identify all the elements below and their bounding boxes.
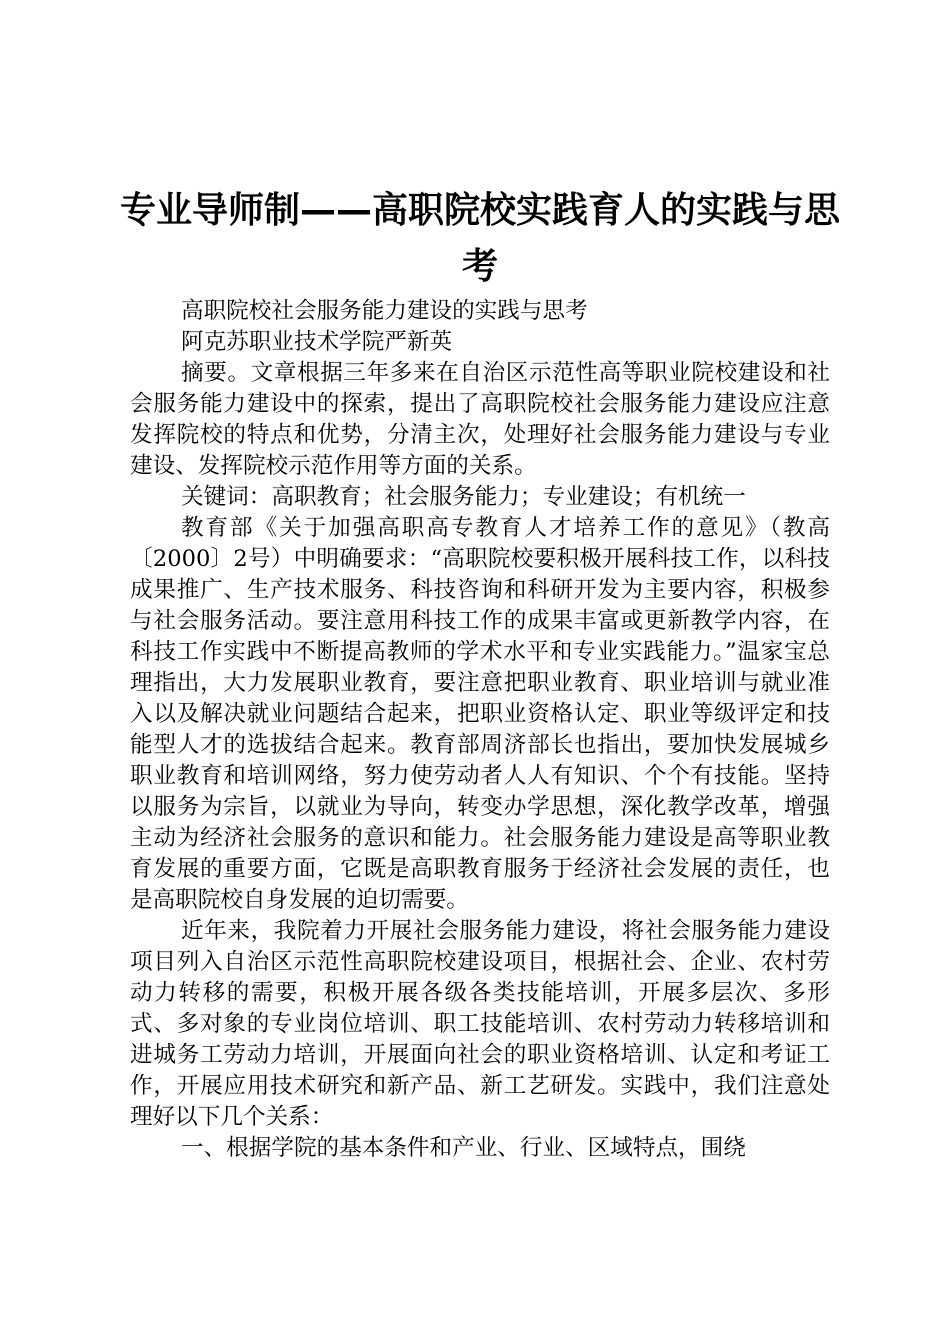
section-heading-paragraph: 一、根据学院的基本条件和产业、行业、区域特点，围绕 [181,1135,746,1161]
document-body [130,296,830,1164]
author-line: 阿克苏职业技术学院严新英 [181,329,453,355]
body-paragraph: 教育部《关于加强高职高专教育人才培养工作的意见》（教高〔2000〕2号）中明确要求：“高职院校要积极开展科技工作，以科技成果推广、生产技术服务、科技咨询和科研开发为主要内容，积极参与社会服务活动。要注意用科技工作的成果丰富或更新教学内容，在科技工作实践中不断提高教师的学术水平和专业实践能力。”温家宝总理指出，大力发展职业教育，要注意把职业教育、职业培训与就业准入以及解决就业问题结合起来，把职业资格认定、职业等级评定和技能型人才的选拔结合起来。教育部周济部长也指出，要加快发展城乡职业教育和培训网络，努力使劳动者人人有知识、个个有技能。坚持以服务为宗旨，以就业为导向，转变办学思想，深化教学改革，增强主动为经济社会服务的意识和能力。社会服务能力建设是高等职业教育发展的重要方面，它既是高职教育服务于经济社会发展的责任，也是高职院校自身发展的迫切需要。 [130,515,830,913]
keywords-paragraph: 关键词：高职教育；社会服务能力；专业建设；有机统一 [181,484,746,510]
subtitle-paragraph: 高职院校社会服务能力建设的实践与思考 [181,298,588,324]
document-title: 专业导师制——高职院校实践育人的实践与思考 [120,190,841,287]
body-paragraph: 近年来，我院着力开展社会服务能力建设，将社会服务能力建设项目列入自治区示范性高职院校建设项目，根据社会、企业、农村劳动力转移的需要，积极开展各级各类技能培训，开展多层次、多形式、多对象的专业岗位培训、职工技能培训、农村劳动力转移培训和进城务工劳动力培训，开展面向社会的职业资格培训、认定和考证工作，开展应用技术研究和新产品、新工艺研发。实践中，我们注意处理好以下几个关系： [130,918,830,1130]
abstract-paragraph: 摘要。文章根据三年多来在自治区示范性高等职业院校建设和社会服务能力建设中的探索，提出了高职院校社会服务能力建设应注意发挥院校的特点和优势，分清主次，处理好社会服务能力建设与专业建设、发挥院校示范作用等方面的关系。 [130,360,830,479]
